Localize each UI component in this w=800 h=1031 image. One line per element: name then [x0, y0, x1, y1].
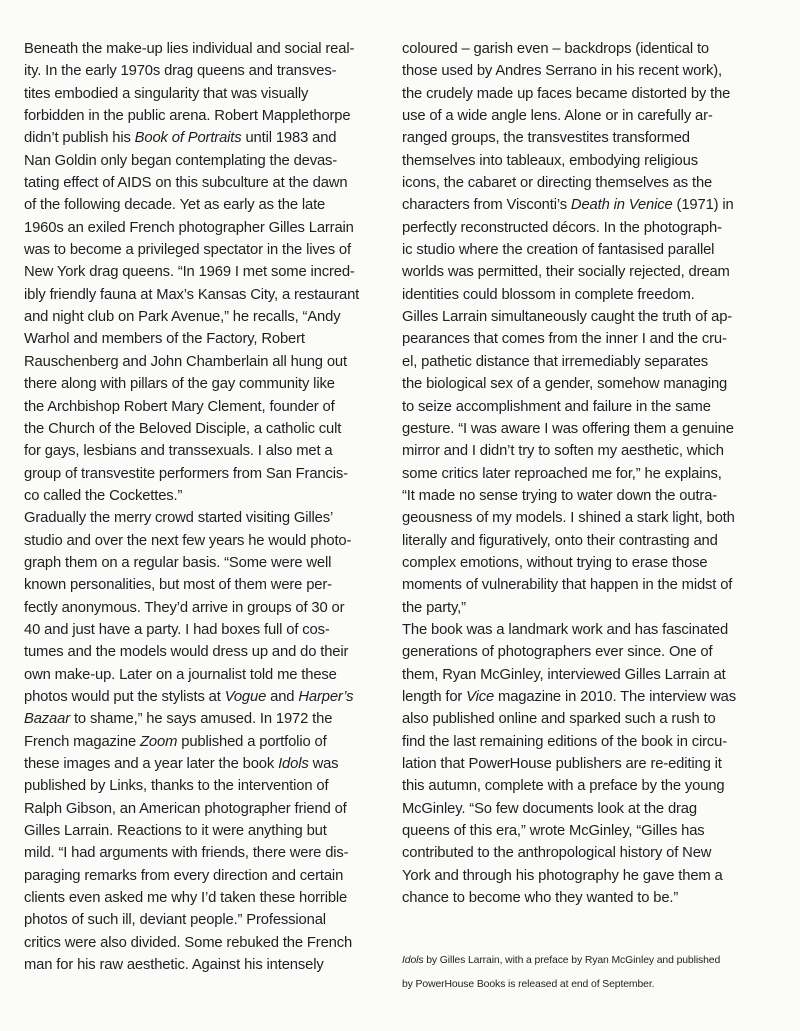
text-line [402, 38, 752, 60]
text-segment: this autumn, complete with a preface by the young [402, 778, 725, 795]
text-segment: Gradually the merry crowd started visiting Gilles’ [24, 510, 334, 527]
text-line [402, 530, 752, 552]
text-segment: ity. In the early 1970s drag queens and transves- [24, 63, 337, 80]
text-segment: Ralph Gibson, an American photographer friend of [24, 800, 347, 817]
text-line [402, 440, 752, 462]
text-segment: to shame,” he says amused. In 1972 the [69, 711, 333, 728]
text-segment: forbidden in the public arena. Robert Mapplethorpe [24, 108, 351, 125]
text-line [402, 284, 752, 306]
text-segment: The book was a landmark work and has fascinated [402, 621, 729, 638]
text-segment: Warhol and members of the Factory, Robert [24, 331, 305, 348]
text-segment: graph them on a regular basis. “Some were well [24, 554, 332, 571]
text-line [24, 887, 374, 909]
text-line [24, 440, 374, 462]
text-segment: known personalities, but most of them were per- [24, 577, 332, 594]
text-line [402, 373, 752, 395]
text-line [24, 552, 374, 574]
text-segment: 40 and just have a party. I had boxes full of cos- [24, 621, 330, 638]
text-segment: Beneath the make-up lies individual and social real- [24, 41, 355, 57]
text-segment: was to become a privileged spectator in the lives of [24, 242, 351, 259]
text-line [402, 172, 752, 194]
text-line [24, 239, 374, 261]
text-line [24, 105, 374, 127]
book-caption [402, 949, 762, 997]
text-segment: queens of this era,” wrote McGinley, “Gilles has [402, 823, 705, 840]
text-segment: ranged groups, the transvestites transformed [402, 130, 690, 147]
text-line [24, 686, 374, 708]
text-line [402, 60, 752, 82]
text-line [24, 574, 374, 596]
text-line [24, 194, 374, 216]
text-segment: them, Ryan McGinley, interviewed Gilles Larrain at [402, 666, 726, 683]
text-line [402, 842, 752, 864]
text-line [24, 820, 374, 842]
text-segment: also published online and sparked such a rush to [402, 711, 716, 728]
text-line [24, 619, 374, 641]
text-line [24, 463, 374, 485]
text-line [402, 798, 752, 820]
text-segment: chance to become who they wanted to be.” [402, 890, 679, 907]
text-segment: worlds was permitted, their socially rejected, dream [402, 264, 730, 281]
text-line [24, 865, 374, 887]
article-column-right [402, 38, 752, 909]
text-segment: fectly anonymous. They’d arrive in groups of 30 or [24, 599, 345, 616]
text-line [402, 150, 752, 172]
text-segment: and night club on Park Avenue,” he recalls, “Andy [24, 309, 341, 326]
text-line [24, 284, 374, 306]
text-segment: York and through his photography he gave them a [402, 867, 723, 884]
text-line [402, 775, 752, 797]
text-line [402, 887, 752, 909]
text-line [402, 328, 752, 350]
text-segment: themselves into tableaux, embodying religious [402, 152, 698, 169]
text-line [24, 530, 374, 552]
text-line [402, 194, 752, 216]
text-line [402, 396, 752, 418]
text-line [24, 261, 374, 283]
text-line [402, 664, 752, 686]
text-segment: by PowerHouse Books is released at end of September. [402, 979, 655, 990]
text-segment: those used by Andres Serrano in his recent work), [402, 63, 722, 80]
text-segment: tumes and the models would dress up and do their [24, 644, 349, 661]
text-segment: was [308, 756, 339, 772]
text-line [402, 753, 752, 775]
text-segment: the crudely made up faces became distorted by the [402, 85, 731, 102]
text-segment: the Archbishop Robert Mary Clement, founder of [24, 398, 335, 415]
text-segment: Rauschenberg and John Chamberlain all hung out [24, 353, 347, 370]
text-line [402, 507, 752, 529]
text-segment: by Gilles Larrain, with a preface by Ryan McGinley and published [423, 955, 721, 966]
text-line [402, 973, 762, 997]
text-line [24, 373, 374, 395]
text-segment: New York drag queens. “In 1969 I met some incred- [24, 264, 355, 281]
italic-title: Vogue [224, 688, 267, 705]
text-segment: ibly friendly fauna at Max’s Kansas City, a restaurant [24, 286, 360, 303]
text-line [402, 351, 752, 373]
text-segment: characters from Visconti’s [402, 197, 571, 214]
text-segment: use of a wide angle lens. Alone or in carefully ar- [402, 108, 713, 125]
text-segment: contributed to the anthropological history of New [402, 845, 712, 862]
text-segment: magazine in 2010. The interview was [494, 688, 736, 705]
italic-title: Bazaar [24, 711, 70, 728]
text-line [402, 463, 752, 485]
text-segment: identities could blossom in complete freedom. [402, 286, 695, 303]
text-segment: published a portfolio of [177, 733, 327, 750]
text-segment: “It made no sense trying to water down the outra- [402, 487, 718, 504]
text-line [24, 842, 374, 864]
text-line [24, 507, 374, 529]
text-segment: paraging remarks from every direction and certain [24, 867, 344, 884]
text-segment: lation that PowerHouse publishers are re-editing it [402, 756, 722, 772]
text-line [24, 775, 374, 797]
text-line [402, 105, 752, 127]
text-segment: literally and figuratively, onto their contrasting and [402, 532, 718, 549]
text-line [24, 396, 374, 418]
text-line [402, 619, 752, 641]
text-segment: photos would put the stylists at [24, 688, 225, 705]
text-line [24, 60, 374, 82]
text-segment: coloured – garish even – backdrops (identical to [402, 41, 710, 57]
text-segment: French magazine [24, 733, 141, 750]
text-segment: of the following decade. Yet as early as the late [24, 197, 326, 214]
text-line [24, 798, 374, 820]
text-line [24, 708, 374, 730]
text-segment: these images and a year later the book [24, 756, 279, 772]
text-line [402, 239, 752, 261]
text-line [24, 909, 374, 931]
text-line [402, 306, 752, 328]
text-segment: generations of photographers ever since. One of [402, 644, 713, 661]
text-segment: didn’t publish his [24, 130, 135, 147]
text-line [24, 731, 374, 753]
text-line [24, 38, 374, 60]
text-segment: for gays, lesbians and transsexuals. I also met a [24, 443, 333, 460]
italic-title: Idols [402, 955, 424, 966]
italic-title: Idols [278, 756, 309, 772]
text-line [402, 949, 762, 973]
text-line [24, 127, 374, 149]
text-segment: tating effect of AIDS on this subculture at the dawn [24, 175, 348, 192]
text-line [24, 351, 374, 373]
text-line [24, 172, 374, 194]
text-segment: Gilles Larrain. Reactions to it were anything but [24, 823, 327, 840]
text-segment: some critics later reproached me for,” he explains, [402, 465, 722, 482]
text-line [24, 418, 374, 440]
text-segment: icons, the cabaret or directing themselves as the [402, 175, 713, 192]
text-segment: to seize accomplishment and failure in the same [402, 398, 711, 415]
text-segment: Gilles Larrain simultaneously caught the truth of ap- [402, 309, 733, 326]
text-line [24, 664, 374, 686]
text-segment: clients even asked me why I’d taken these horrible [24, 890, 348, 907]
text-segment: gesture. “I was aware I was offering them a genuine [402, 420, 734, 437]
text-segment: photos of such ill, deviant people.” Professional [24, 912, 326, 929]
italic-title: Zoom [140, 733, 178, 750]
text-segment: tites embodied a singularity that was visually [24, 85, 309, 102]
text-segment: complex emotions, without trying to erase those [402, 554, 708, 571]
text-line [24, 217, 374, 239]
italic-title: Death in Venice [570, 197, 673, 214]
text-line [402, 418, 752, 440]
text-line [402, 574, 752, 596]
text-line [402, 708, 752, 730]
text-segment: pearances that comes from the inner I and the cru- [402, 331, 727, 348]
text-segment: published by Links, thanks to the intervention of [24, 778, 329, 795]
text-line [24, 597, 374, 619]
text-segment: geousness of my models. I shined a stark light, both [402, 510, 735, 527]
article-column-left [24, 38, 374, 976]
text-segment: there along with pillars of the gay community like [24, 376, 335, 393]
text-segment: the Church of the Beloved Disciple, a catholic cult [24, 420, 342, 437]
text-segment: critics were also divided. Some rebuked the French [24, 934, 353, 951]
text-line [402, 552, 752, 574]
text-segment: the party,” [402, 599, 466, 616]
text-line [402, 865, 752, 887]
text-segment: mirror and I didn’t try to soften my aesthetic, which [402, 443, 724, 460]
text-line [402, 820, 752, 842]
text-segment: and [266, 688, 299, 705]
italic-title: Harper’s [298, 688, 354, 705]
text-line [24, 83, 374, 105]
text-line [24, 641, 374, 663]
text-line [24, 150, 374, 172]
text-segment: man for his raw aesthetic. Against his intensely [24, 957, 324, 974]
text-segment: 1960s an exiled French photographer Gilles Larrain [24, 219, 354, 236]
text-line [402, 686, 752, 708]
text-segment: mild. “I had arguments with friends, there were dis- [24, 845, 349, 862]
text-segment: co called the Cockettes.” [24, 487, 183, 504]
text-segment: moments of vulnerability that happen in the midst of [402, 577, 733, 594]
text-segment: group of transvestite performers from San Francis- [24, 465, 348, 482]
text-segment: Nan Goldin only began contemplating the devas- [24, 152, 338, 169]
text-segment: until 1983 and [241, 130, 337, 147]
text-segment: own make-up. Later on a journalist told me these [24, 666, 337, 683]
text-line [402, 597, 752, 619]
text-segment: the biological sex of a gender, somehow managing [402, 376, 728, 393]
text-segment: find the last remaining editions of the book in circu- [402, 733, 728, 750]
text-segment: length for [402, 688, 467, 705]
text-segment: ic studio where the creation of fantasised parallel [402, 242, 715, 259]
text-line [402, 127, 752, 149]
italic-title: Vice [466, 688, 495, 705]
text-segment: el, pathetic distance that irremediably separates [402, 353, 709, 370]
text-segment: (1971) in [672, 197, 734, 214]
text-line [24, 485, 374, 507]
text-line [24, 954, 374, 976]
text-line [402, 217, 752, 239]
text-line [402, 485, 752, 507]
text-line [402, 261, 752, 283]
italic-title: Book of Portraits [134, 130, 242, 147]
text-line [24, 932, 374, 954]
text-segment: McGinley. “So few documents look at the drag [402, 800, 697, 817]
text-line [402, 731, 752, 753]
text-line [24, 753, 374, 775]
text-segment: perfectly reconstructed décors. In the photograph- [402, 219, 722, 236]
text-line [402, 83, 752, 105]
text-line [24, 328, 374, 350]
text-segment: studio and over the next few years he would photo- [24, 532, 352, 549]
text-line [24, 306, 374, 328]
text-line [402, 641, 752, 663]
